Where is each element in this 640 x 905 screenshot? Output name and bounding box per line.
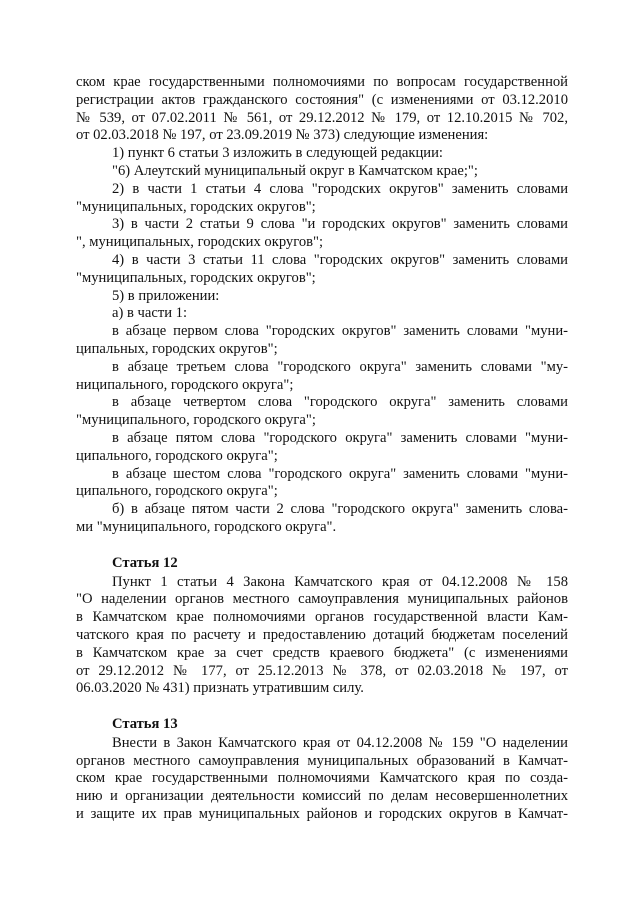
text-line: и защите их прав муниципальных районов и городских округов в Камчат- — [76, 806, 568, 823]
amendment-item — [76, 394, 568, 430]
text-line: регистрации актов гражданского состояния" (с изменениями от 03.12.2010 — [76, 91, 568, 108]
amendment-item — [76, 145, 568, 163]
amendment-item — [76, 359, 568, 395]
text-line: в абзаце первом слова "городских округов" заменить словами "муни- — [112, 323, 568, 340]
text-line: "муниципальных, городских округов"; — [76, 198, 316, 215]
article-12 — [76, 555, 568, 698]
text-line: Пункт 1 статьи 4 Закона Камчатского края от 04.12.2008 № 158 — [112, 573, 568, 590]
amendment-item — [76, 430, 568, 466]
intro-paragraph — [76, 74, 568, 145]
text-line: ском крае государственными полномочиями по вопросам государственной — [76, 74, 568, 90]
text-line: "О наделении органов местного самоуправления муниципальных районов — [76, 591, 568, 608]
amendment-item — [76, 305, 568, 323]
article-13 — [76, 716, 568, 824]
text-line: Внести в Закон Камчатского края от 04.12.2008 № 159 "О наделении — [112, 734, 568, 751]
text-line: чатского края по расчету и предоставлению дотаций бюджетам поселений — [76, 626, 568, 643]
text-line: нию и организации деятельности комиссий по делам несовершеннолетних — [76, 788, 568, 805]
amendment-item — [76, 466, 568, 502]
text-line: в абзаце четвертом слова "городского округа" заменить словами — [112, 394, 568, 411]
text-line: органов местного самоуправления муниципальных образований в Камчат- — [76, 752, 568, 769]
text-line: ципального, городского округа"; — [76, 447, 278, 464]
amendment-item — [76, 252, 568, 288]
text-line: а) в части 1: — [112, 305, 188, 322]
text-line: ципальных, городских округов"; — [76, 340, 278, 357]
article-heading: Статья 12 — [112, 554, 178, 571]
text-line: в Камчатском крае полномочиями органов государственной власти Кам- — [76, 609, 568, 626]
amendment-item — [76, 501, 568, 537]
text-line: ниципального, городского округа"; — [76, 376, 294, 393]
text-line: в Камчатском крае за счет средств краевого бюджета" (с изменениями — [76, 644, 568, 661]
text-line: ципального, городского округа"; — [76, 483, 278, 500]
amendment-item — [76, 288, 568, 306]
text-line: "муниципального, городского округа"; — [76, 412, 316, 429]
amendment-item — [76, 323, 568, 359]
text-line: в абзаце третьем слова "городского округа" заменить словами "му- — [112, 358, 568, 375]
amendment-items — [76, 145, 568, 537]
text-line: "муниципальных, городских округов"; — [76, 269, 316, 286]
text-line: 1) пункт 6 статьи 3 изложить в следующей редакции: — [112, 145, 443, 162]
text-line: 06.03.2020 № 431) признать утратившим силу. — [76, 680, 364, 697]
text-line: № 539, от 07.02.2011 № 561, от 29.12.2012 № 179, от 12.10.2015 № 702, — [76, 109, 568, 126]
text-line: 4) в части 3 статьи 11 слова "городских округов" заменить словами — [112, 251, 568, 268]
text-line: от 02.03.2018 № 197, от 23.09.2019 № 373) следующие изменения: — [76, 127, 489, 144]
amendment-item — [76, 163, 568, 181]
text-line: "6) Алеутский муниципальный округ в Камчатском крае;"; — [112, 162, 478, 179]
text-line: ", муниципальных, городских округов"; — [76, 234, 324, 251]
text-line: 2) в части 1 статьи 4 слова "городских округов" заменить словами — [112, 180, 568, 197]
text-line: от 29.12.2012 № 177, от 25.12.2013 № 378, от 02.03.2018 № 197, от — [76, 662, 568, 679]
text-line: 3) в части 2 статьи 9 слова "и городских округов" заменить словами — [112, 216, 568, 233]
amendment-item — [76, 181, 568, 217]
text-line: ми "муниципального, городского округа". — [76, 518, 337, 535]
text-line: ском крае государственными полномочиями Камчатского края по созда- — [76, 770, 568, 787]
amendment-item — [76, 216, 568, 252]
text-line: 5) в приложении: — [112, 287, 220, 304]
article-heading: Статья 13 — [112, 716, 178, 733]
text-line: в абзаце пятом слова "городского округа" заменить словами "муни- — [112, 429, 568, 446]
text-line: б) в абзаце пятом части 2 слова "городского округа" заменить слова- — [112, 501, 568, 518]
text-line: в абзаце шестом слова "городского округа" заменить словами "муни- — [112, 465, 568, 482]
